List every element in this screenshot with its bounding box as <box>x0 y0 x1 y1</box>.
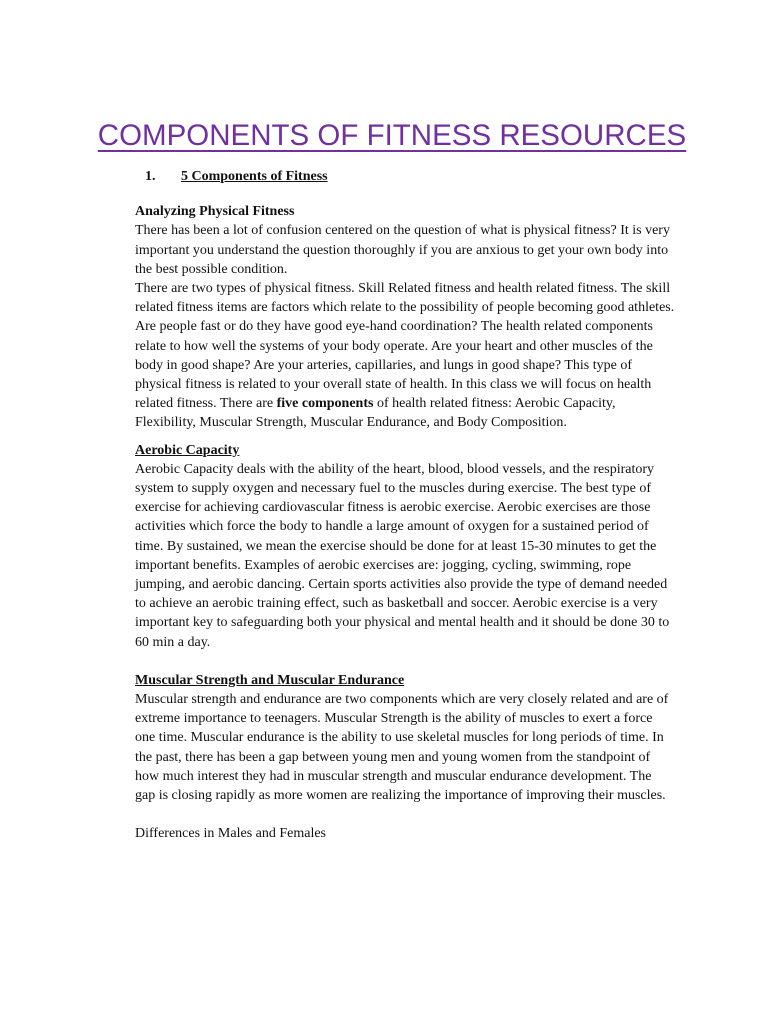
spacer <box>135 805 675 824</box>
spacer <box>135 652 675 671</box>
numbered-list-item <box>135 167 675 186</box>
paragraph-confusion: There has been a lot of confusion centered on the question of what is physical fitness? It is very important you understand the question thoroughly if you are anxious to get your own body into the best possible condition. <box>135 223 670 277</box>
document-body <box>135 167 675 844</box>
paragraph-muscular: Muscular strength and endurance are two components which are very closely related and are of extreme importance to teenagers. Muscular Strength is the ability of muscles to exert a force one time. Muscular endurance is the ability to use skeletal muscles for long periods of time. In the past, there has been a gap between young men and young women from the standpoint of how much interest they had in muscular strength and muscular endurance development. The gap is closing rapidly as more women are realizing the importance of improving their muscles. <box>135 692 669 804</box>
spacer <box>135 433 675 441</box>
list-item-text: 5 Components of Fitness <box>181 169 328 184</box>
paragraph-aerobic: Aerobic Capacity deals with the ability of the heart, blood, blood vessels, and the respiratory system to supply oxygen and necessary fuel to the muscles during exercise. The best type of exercise for achieving cardiovascular fitness is aerobic exercise. Aerobic exercises are those activities which force the body to handle a large amount of oxygen for a sustained period of time. By sustained, we mean the exercise should be done for at least 15-30 minutes to get the important benefits. Examples of aerobic exercises are: jogging, cycling, swimming, rope jumping, and aerobic dancing. Certain sports activities also provide the type of demand needed to achieve an aerobic training effect, such as basketball and soccer. Aerobic exercise is a very important key to safeguarding both your physical and mental health and it should be done 30 to 60 min a day. <box>135 461 670 650</box>
paragraph-text: of health related fitness: Aerobic Capacity, Flexibility, Muscular Strength, Muscular Endurance, and Body Composition. <box>135 396 616 431</box>
paragraph-differences: Differences in Males and Females <box>135 826 327 842</box>
paragraph-types-of-fitness <box>135 279 675 433</box>
spacer <box>135 194 675 202</box>
section-heading-analyzing: Analyzing Physical Fitness <box>135 204 295 220</box>
document-title: COMPONENTS OF FITNESS RESOURCES <box>97 119 687 152</box>
list-number: 1. <box>145 169 156 184</box>
bold-text: five components <box>276 396 374 412</box>
paragraph-text: There are two types of physical fitness. Skill Related fitness and health related fitness. The skill related fitness items are factors which relate to the possibility of people becoming good athletes. Are people fast or do they have good eye-hand coordination? The health related components relate to how well the systems of your body operate. Are your heart and other muscles of the body in good shape? Are your arteries, capillaries, and lungs in good shape? This type of physical fitness is related to your overall state of health. In this class we will focus on health related fitness. There are <box>135 281 675 412</box>
section-heading-aerobic: Aerobic Capacity <box>135 442 240 458</box>
section-heading-muscular: Muscular Strength and Muscular Endurance <box>135 672 405 688</box>
